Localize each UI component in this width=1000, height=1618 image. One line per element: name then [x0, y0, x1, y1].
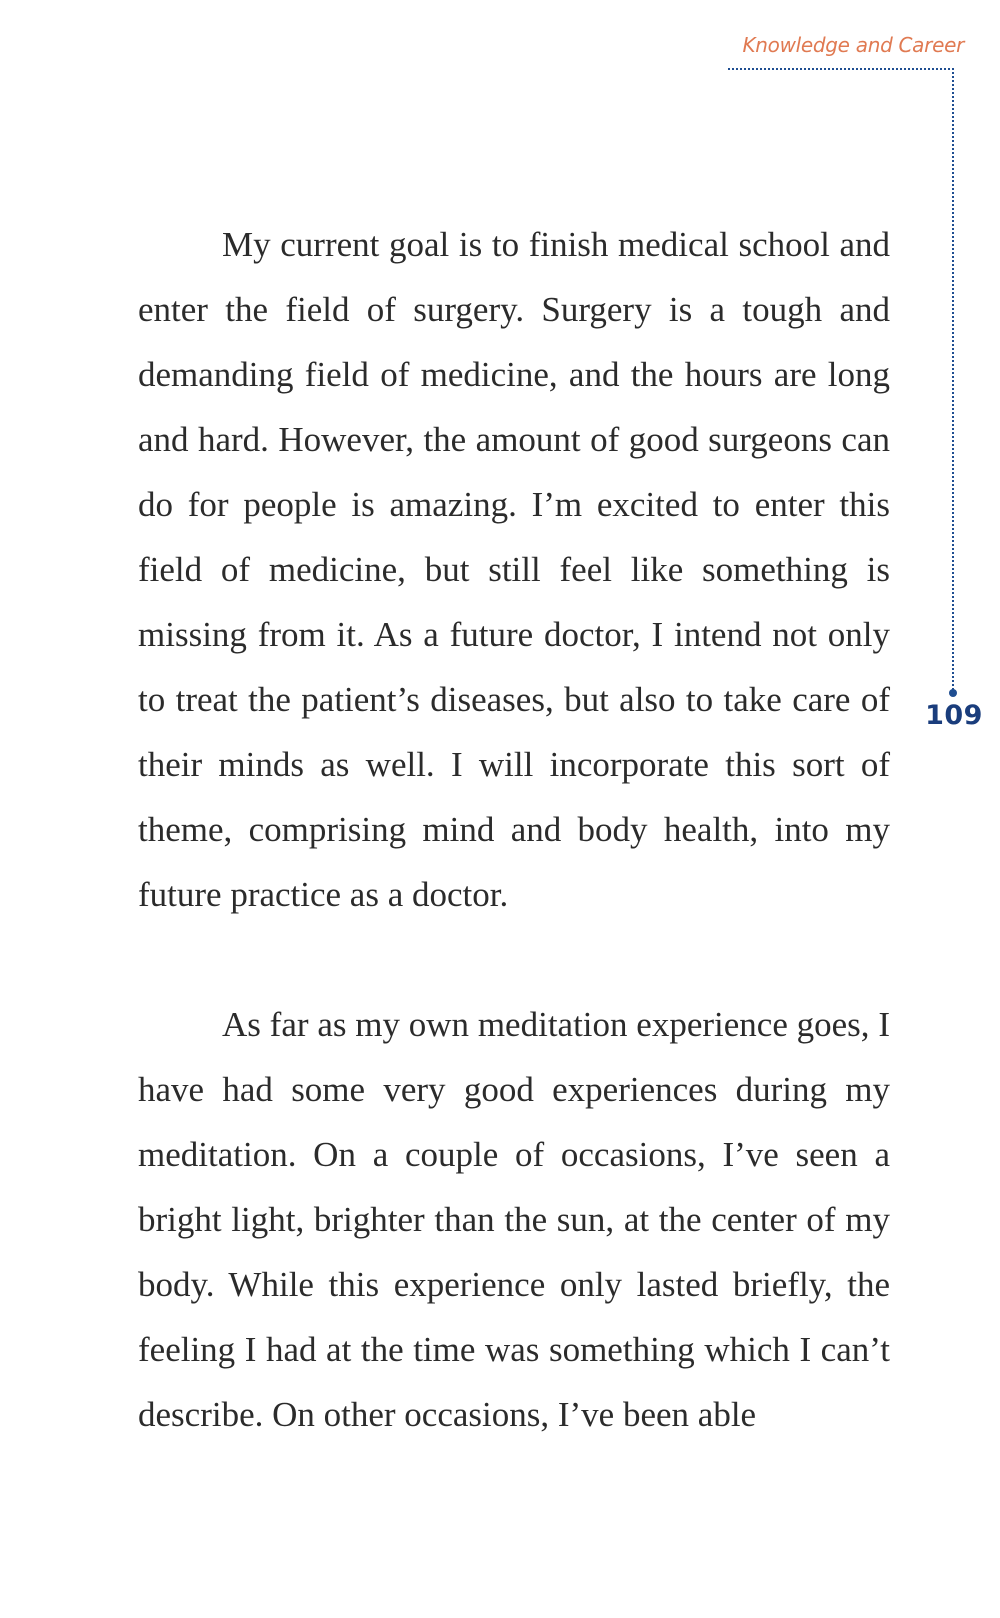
paragraph-meditation-experience: As far as my own meditation experience goes, I have had some very good experiences during my meditation. On a couple of occasions, I’ve seen a bright light, brighter than the sun, at the center of my body. While this experience only lasted briefly, the feeling I had at the time was something which I can’t describe. On other occasions, I’ve been able [138, 1005, 890, 1434]
body-text [138, 212, 890, 1447]
page-number: 109 [925, 700, 983, 731]
rule-end-dot [949, 689, 957, 697]
paragraph-career-goal: My current goal is to finish medical school and enter the field of surgery. Surgery is a tough and demanding field of medicine, and the hours are long and hard. However, the amount of good surgeons can do for people is amazing. I’m excited to enter this field of medicine, but still feel like something is missing from it. As a future doctor, I intend not only to treat the patient’s diseases, but also to take care of their minds as well. I will incorporate this sort of theme, comprising mind and body health, into my future practice as a doctor. [138, 225, 890, 914]
header-dotted-rule [728, 68, 954, 70]
paragraph-spacer [138, 927, 890, 992]
running-head-title: Knowledge and Career [742, 33, 964, 57]
margin-dotted-rule [952, 68, 954, 690]
